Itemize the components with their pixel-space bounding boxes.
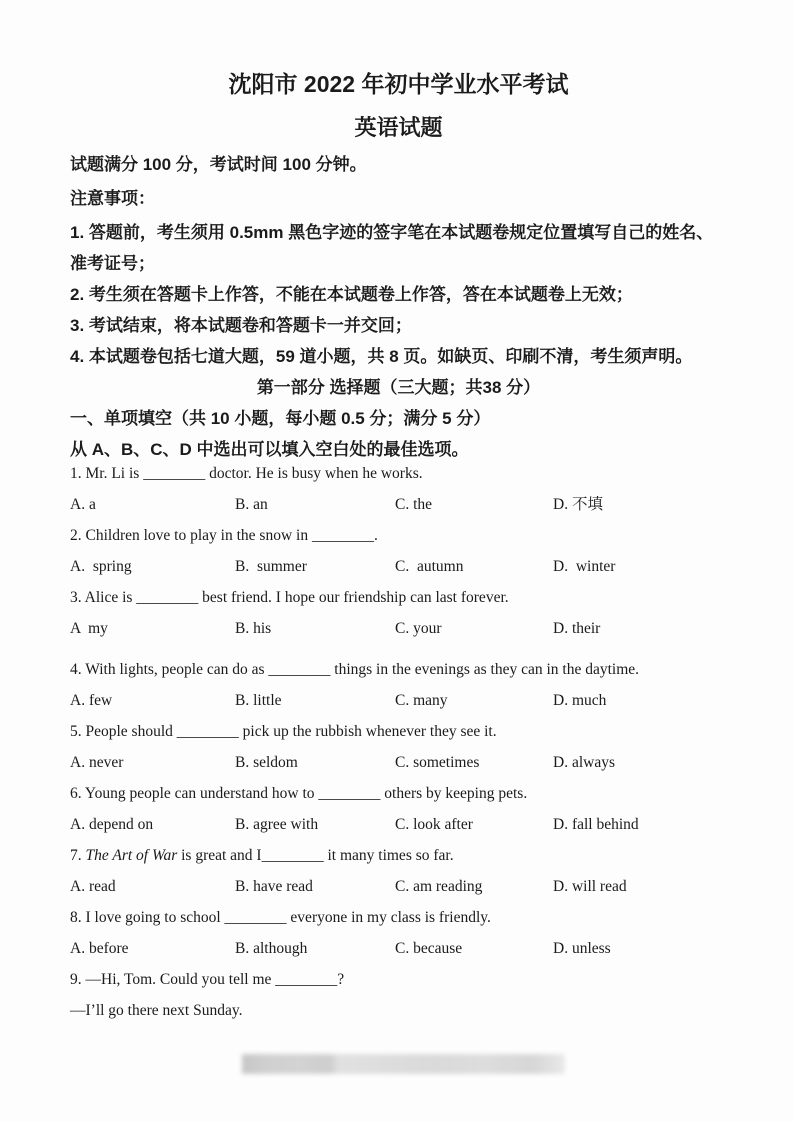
question-4-options — [70, 692, 727, 709]
q6-option-c: C. look after — [395, 816, 473, 833]
q8-option-d: D. unless — [553, 940, 611, 957]
q8-option-b: B. although — [235, 940, 308, 957]
q3-option-d: D. their — [553, 620, 601, 637]
notice-item-1: 1. 答题前，考生须用 0.5mm 黑色字迹的签字笔在本试题卷规定位置填写自己的姓名、准考证号； — [70, 223, 714, 273]
question-7-options — [70, 878, 727, 895]
notice-item-3: 3. 考试结束，将本试题卷和答题卡一并交回； — [70, 316, 412, 335]
q8-option-c: C. because — [395, 940, 463, 957]
question-1: 1. Mr. Li is ________ doctor. He is busy when he works. — [70, 465, 423, 482]
q8-option-a: A. before — [70, 940, 129, 957]
q5-option-b: B. seldom — [235, 754, 298, 771]
q7-option-b: B. have read — [235, 878, 313, 895]
question-3: 3. Alice is ________ best friend. I hope our friendship can last forever. — [70, 589, 509, 606]
exam-info-line: 试题满分 100 分，考试时间 100 分钟。 — [70, 155, 367, 174]
q7-number: 7. — [70, 847, 86, 864]
q1-option-b: B. an — [235, 496, 268, 513]
question-8: 8. I love going to school ________ everyone in my class is friendly. — [70, 909, 491, 926]
notice-item-4: 4. 本试题卷包括七道大题，59 道小题，共 8 页。如缺页、印刷不清，考生须声明。 — [70, 347, 693, 366]
section-one-instruction: 从 A、B、C、D 中选出可以填入空白处的最佳选项。 — [70, 440, 469, 459]
q5-option-d: D. always — [553, 754, 615, 771]
q2-option-c: C. autumn — [395, 558, 464, 575]
notes-heading: 注意事项： — [70, 189, 155, 208]
q5-option-c: C. sometimes — [395, 754, 480, 771]
q2-option-a: A. spring — [70, 558, 132, 575]
question-8-options — [70, 940, 727, 957]
question-6: 6. Young people can understand how to ________ others by keeping pets. — [70, 785, 528, 802]
question-6-options — [70, 816, 727, 833]
question-2: 2. Children love to play in the snow in ________. — [70, 527, 378, 544]
question-7 — [70, 847, 727, 864]
q6-option-a: A. depend on — [70, 816, 154, 833]
q1-option-d: D. 不填 — [553, 496, 603, 513]
q4-option-c: C. many — [395, 692, 448, 709]
q6-option-d: D. fall behind — [553, 816, 639, 833]
question-4: 4. With lights, people can do as ________ things in the evenings as they can in the daytime. — [70, 661, 640, 678]
exam-title: 沈阳市 2022 年初中学业水平考试 — [228, 71, 569, 97]
question-1-options — [70, 496, 727, 513]
q7-option-d: D. will read — [553, 878, 627, 895]
q1-option-a: A. a — [70, 496, 96, 513]
q7-book-title: The Art of War — [85, 847, 178, 864]
q2-option-d: D. winter — [553, 558, 616, 575]
question-5-options — [70, 754, 727, 771]
question-9: 9. —Hi, Tom. Could you tell me ________? — [70, 971, 345, 988]
question-3-options — [70, 620, 727, 637]
blurred-watermark — [242, 1054, 565, 1074]
q3-option-a: A my — [70, 620, 108, 637]
exam-subtitle: 英语试题 — [354, 115, 443, 140]
q3-option-c: C. your — [395, 620, 442, 637]
part-one-heading: 第一部分 选择题（三大题；共38 分） — [256, 378, 541, 397]
section-one-heading: 一、单项填空（共 10 小题，每小题 0.5 分；满分 5 分） — [70, 409, 491, 428]
q2-option-b: B. summer — [235, 558, 307, 575]
question-2-options — [70, 558, 727, 575]
q3-option-b: B. his — [235, 620, 272, 637]
question-5: 5. People should ________ pick up the rubbish whenever they see it. — [70, 723, 497, 740]
q4-option-d: D. much — [553, 692, 607, 709]
q7-text: is great and I________ it many times so far. — [177, 847, 454, 864]
notice-item-2: 2. 考生须在答题卡上作答，不能在本试题卷上作答，答在本试题卷上无效； — [70, 285, 633, 304]
q6-option-b: B. agree with — [235, 816, 319, 833]
q1-option-c: C. the — [395, 496, 433, 513]
q5-option-a: A. never — [70, 754, 124, 771]
q7-option-c: C. am reading — [395, 878, 483, 895]
q7-option-a: A. read — [70, 878, 116, 895]
q4-option-b: B. little — [235, 692, 282, 709]
q4-option-a: A. few — [70, 692, 113, 709]
question-9-reply: —I’ll go there next Sunday. — [70, 1002, 243, 1019]
